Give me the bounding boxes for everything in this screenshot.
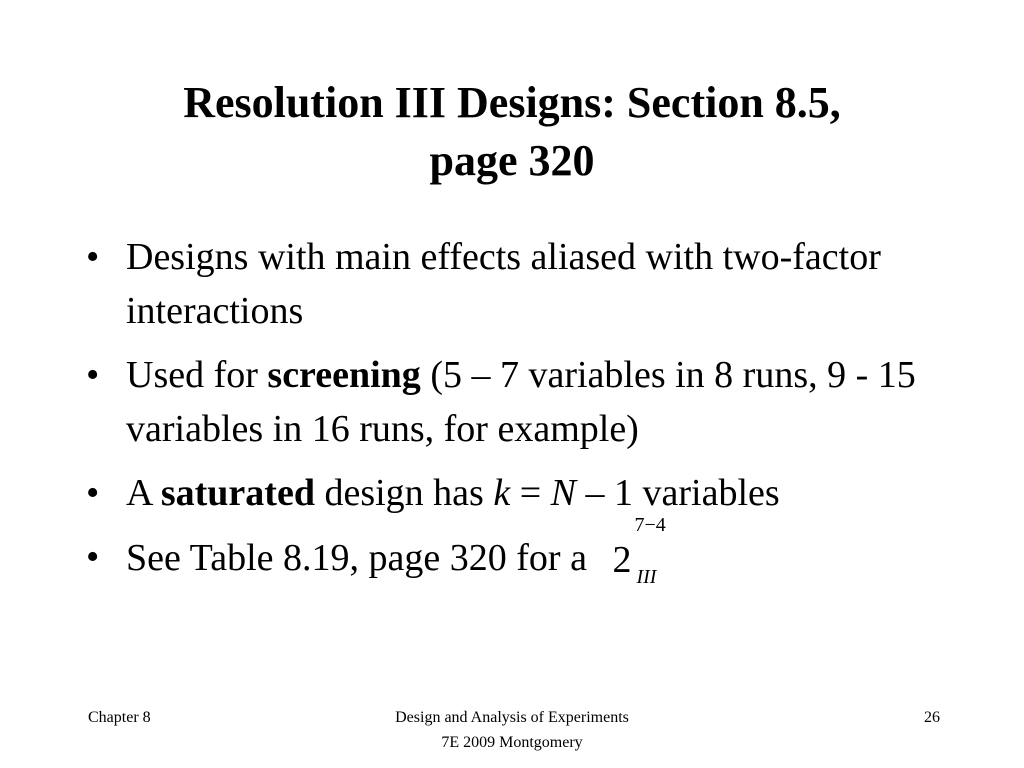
- footer-book-title-line-1: Design and Analysis of Experiments: [395, 709, 629, 726]
- slide-title-line-2: page 320: [429, 136, 595, 185]
- bold-term-screening: screening: [267, 354, 421, 396]
- bullet-item-saturated: [86, 466, 946, 520]
- bullet-item-screening: [86, 348, 946, 456]
- bullet-list: [86, 230, 946, 595]
- slide-title-line-1: Resolution III Designs: Section 8.5,: [183, 78, 841, 127]
- notation-superscript: 7−4: [634, 514, 666, 536]
- bullet-marker: •: [86, 472, 100, 514]
- fractional-factorial-notation: [612, 514, 676, 588]
- bold-term-saturated: saturated: [160, 472, 315, 514]
- bullet-text-suffix: – 1 variables: [576, 472, 780, 514]
- bullet-text-prefix: A: [126, 472, 161, 514]
- bullet-marker: •: [86, 536, 100, 578]
- math-equals: =: [510, 472, 551, 514]
- bullet-text-mid: design has: [314, 472, 494, 514]
- bullet-marker: •: [86, 354, 100, 396]
- math-variable-n: N: [550, 472, 577, 514]
- bullet-item-table-reference: [86, 514, 946, 588]
- slide-title: [90, 74, 934, 190]
- bullet-text: Designs with main effects aliased with two-factor interactions: [126, 236, 881, 332]
- notation-base: 2: [612, 539, 632, 581]
- bullet-text: See Table 8.19, page 320 for a: [126, 537, 587, 579]
- footer-book-title-line-2: 7E 2009 Montgomery: [441, 734, 583, 751]
- math-variable-k: k: [493, 472, 511, 514]
- bullet-text-suffix: (5 – 7 variables in 8 runs, 9 - 15 variables in 16 runs, for example): [126, 354, 916, 450]
- footer-page-number: 26: [924, 709, 940, 726]
- footer-chapter: Chapter 8: [88, 709, 151, 726]
- bullet-text-prefix: Used for: [126, 354, 268, 396]
- notation-subscript: III: [636, 566, 657, 588]
- bullet-marker: •: [86, 236, 100, 278]
- footer-book-title: [312, 705, 712, 755]
- bullet-item-aliased-designs: [86, 230, 946, 338]
